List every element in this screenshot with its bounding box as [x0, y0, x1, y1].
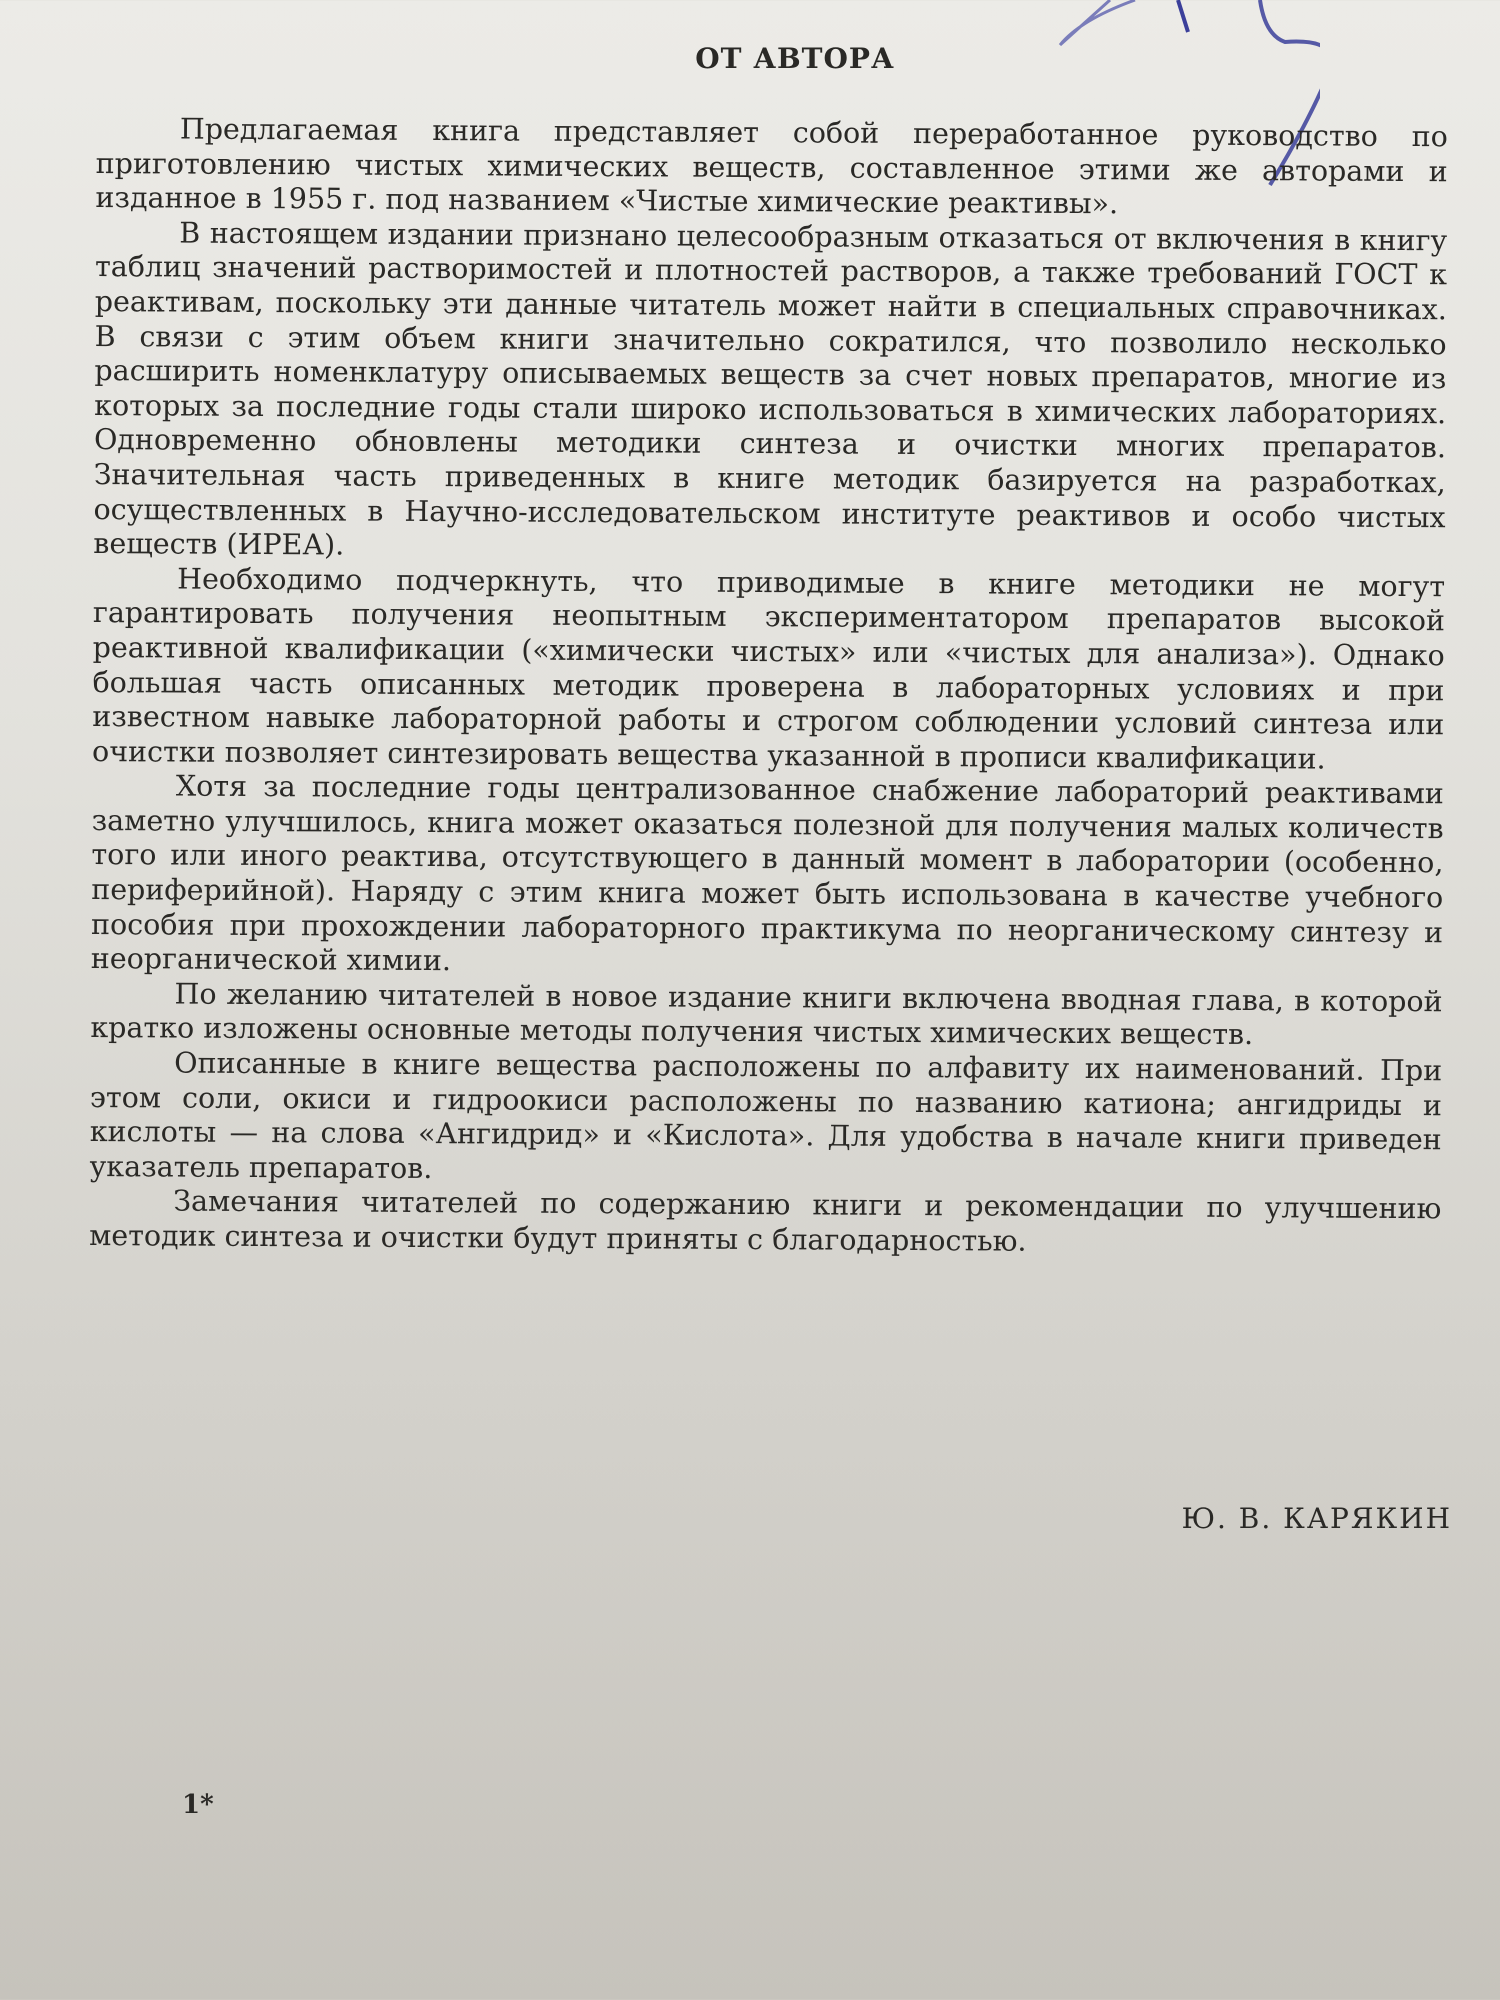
paragraph: Замечания читателей по содержанию книги и рекомендации по улучшению методик синтеза и очистки будут приняты с благодарностью. [89, 1184, 1442, 1258]
paragraph: Описанные в книге вещества расположены по алфавиту их наименований. При этом соли, окиси и гидроокиси расположены по названию катиона; ангидриды и кислоты — на слова «Ангидрид» и «Кислота». Для удобства в начале книги приведен указатель препаратов. [89, 1046, 1443, 1185]
page-title: ОТ АВТОРА [695, 42, 895, 75]
paragraph: По желанию читателей в новое издание книги включена вводная глава, в которой кратко изложены основные методы получения чистых химических веществ. [90, 977, 1443, 1052]
author-signature: Ю. В. КАРЯКИН [1181, 1502, 1452, 1535]
paragraph: Хотя за последние годы централизованное снабжение лабораторий реактивами заметно улучшилось, книга может оказаться полезной для получения малых количеств того или иного реактива, отсутствующего в данный момент в лаборатории (особенно, периферийной). Наряду с этим книга может быть использована в качестве учебного пособия при прохождении лабораторного практикума по неорганическому синтезу и неорганической химии. [90, 769, 1444, 978]
paragraph: Предлагаемая книга представляет собой переработанное руководство по приготовлению чистых химических веществ, составленное этими же авторами и изданное в 1955 г. под названием «Чистые химические реактивы». [95, 112, 1448, 221]
page-number: 1* [182, 1790, 214, 1820]
body-text [89, 112, 1448, 1262]
paragraph: Необходимо подчеркнуть, что приводимые в книге методики не могут гарантировать получения неопытным экспериментатором препаратов высокой реактивной квалификации («химически чистых» или «чистых для анализа»). Однако большая часть описанных методик проверена в лабораторных условиях и при известном навыке лабораторной работы и строгом соблюдении условий синтеза или очистки позволяет синтезировать вещества указанной в прописи квалификации. [91, 562, 1446, 776]
paragraph: В настоящем издании признано целесообразным отказаться от включения в книгу таблиц значений растворимостей и плотностей растворов, а также требований ГОСТ к реактивам, поскольку эти данные читатель может найти в специальных справочниках. В связи с этим объем книги значительно сократился, что позволило несколько расширить номенклатуру описываемых веществ за счет новых препаратов, многие из которых за последние годы стали широко использоваться в химических лабораториях. Одновременно обновлены методики синтеза и очистки многих препаратов. Значительная часть приведенных в книге методик базируется на разработках, осуществленных в Научно-исследовательском институте реактивов и особо чистых веществ (ИРЕА). [93, 216, 1448, 562]
